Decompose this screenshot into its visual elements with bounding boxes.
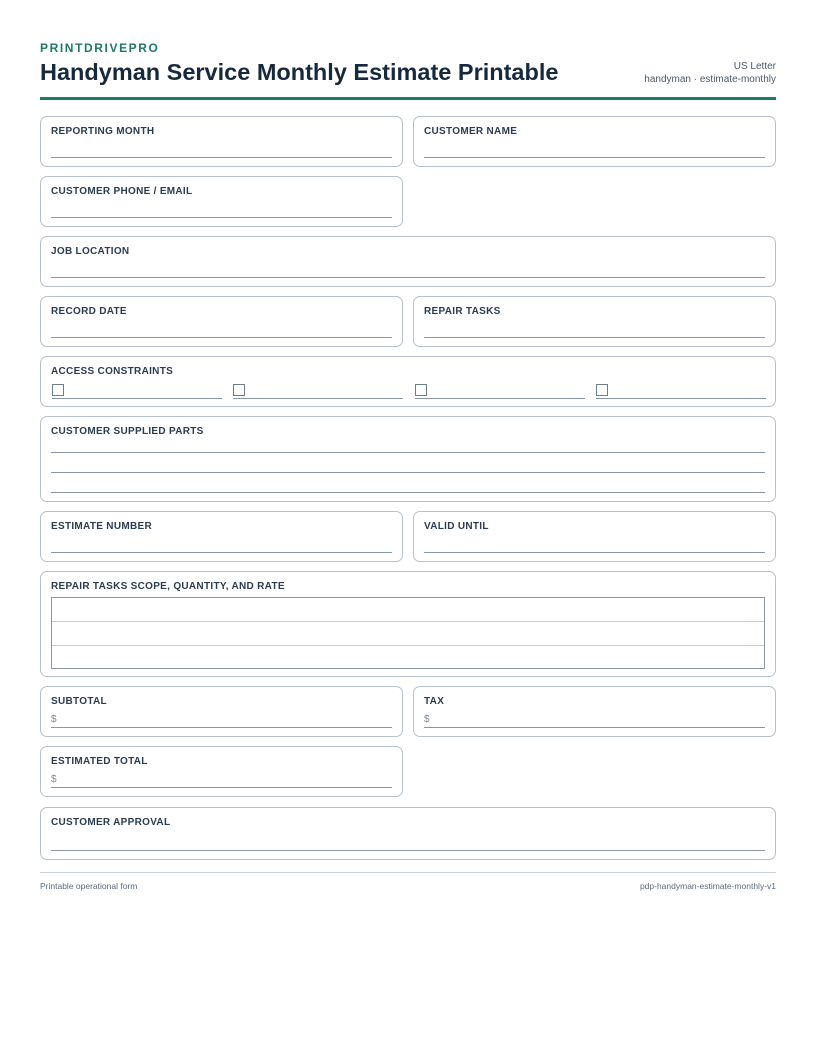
reporting-month-label: REPORTING MONTH (51, 126, 155, 137)
estimated-total-currency: $ (51, 774, 57, 785)
customer-supplied-parts-field (40, 416, 776, 502)
access-option-2[interactable] (233, 384, 403, 400)
checkbox-icon[interactable] (233, 384, 245, 396)
customer-contact-label: CUSTOMER PHONE / EMAIL (51, 186, 193, 197)
customer-contact-input[interactable] (51, 217, 392, 218)
tax-field (413, 686, 776, 737)
subtotal-input[interactable] (51, 727, 392, 728)
estimate-number-field (40, 511, 403, 562)
customer-approval-field (40, 807, 776, 860)
estimated-total-input[interactable] (51, 787, 392, 788)
customer-name-label: CUSTOMER NAME (424, 126, 518, 137)
form-tags: handyman · estimate-monthly (644, 74, 776, 85)
checkbox-icon[interactable] (596, 384, 608, 396)
tax-input[interactable] (424, 727, 765, 728)
access-option-4-line (596, 398, 766, 399)
record-date-label: RECORD DATE (51, 306, 127, 317)
customer-approval-label: CUSTOMER APPROVAL (51, 817, 171, 828)
table-row[interactable] (52, 598, 764, 622)
parts-line-2[interactable] (51, 472, 765, 473)
customer-approval-signature-line[interactable] (51, 850, 765, 851)
access-option-3[interactable] (415, 384, 585, 400)
paper-size: US Letter (733, 61, 776, 72)
valid-until-field (413, 511, 776, 562)
scope-table (51, 597, 765, 669)
record-date-input[interactable] (51, 337, 392, 338)
checkbox-icon[interactable] (52, 384, 64, 396)
tax-currency: $ (424, 714, 430, 725)
subtotal-currency: $ (51, 714, 57, 725)
parts-line-1[interactable] (51, 452, 765, 453)
estimated-total-label: ESTIMATED TOTAL (51, 756, 148, 767)
scope-table-label: REPAIR TASKS SCOPE, QUANTITY, AND RATE (51, 581, 285, 592)
parts-line-3[interactable] (51, 492, 765, 493)
estimate-number-input[interactable] (51, 552, 392, 553)
customer-contact-field (40, 176, 403, 227)
access-option-3-line (415, 398, 585, 399)
access-option-1-line (52, 398, 222, 399)
estimated-total-field (40, 746, 403, 797)
estimate-number-label: ESTIMATE NUMBER (51, 521, 152, 532)
repair-tasks-label: REPAIR TASKS (424, 306, 501, 317)
access-option-1[interactable] (52, 384, 222, 400)
job-location-input[interactable] (51, 277, 765, 278)
access-constraints-field (40, 356, 776, 407)
access-option-2-line (233, 398, 403, 399)
reporting-month-field (40, 116, 403, 167)
brand-name: PRINTDRIVEPRO (40, 41, 160, 55)
scope-table-section (40, 571, 776, 677)
customer-name-field (413, 116, 776, 167)
access-constraints-label: ACCESS CONSTRAINTS (51, 366, 174, 377)
subtotal-field (40, 686, 403, 737)
customer-supplied-parts-label: CUSTOMER SUPPLIED PARTS (51, 426, 204, 437)
checkbox-icon[interactable] (415, 384, 427, 396)
header-divider (40, 97, 776, 100)
repair-tasks-field (413, 296, 776, 347)
customer-name-input[interactable] (424, 157, 765, 158)
tax-label: TAX (424, 696, 445, 707)
page-title: Handyman Service Monthly Estimate Printable (40, 59, 559, 85)
table-row[interactable] (52, 622, 764, 646)
repair-tasks-input[interactable] (424, 337, 765, 338)
form-meta (644, 60, 776, 86)
form-header (40, 40, 776, 100)
subtotal-label: SUBTOTAL (51, 696, 107, 707)
access-option-4[interactable] (596, 384, 766, 400)
footer-description: Printable operational form (40, 881, 138, 891)
valid-until-label: VALID UNTIL (424, 521, 489, 532)
reporting-month-input[interactable] (51, 157, 392, 158)
footer-divider (40, 872, 776, 873)
valid-until-input[interactable] (424, 552, 765, 553)
record-date-field (40, 296, 403, 347)
job-location-label: JOB LOCATION (51, 246, 130, 257)
footer-form-id: pdp-handyman-estimate-monthly-v1 (639, 881, 776, 891)
table-row[interactable] (52, 646, 764, 670)
job-location-field (40, 236, 776, 287)
